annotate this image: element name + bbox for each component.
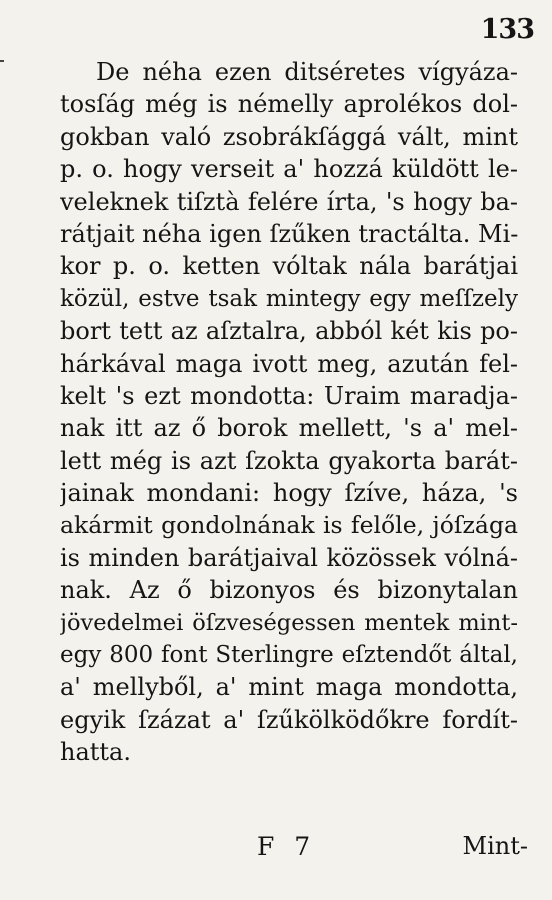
- text-line: nak itt az ő borok mellett, 's a' mel-: [60, 414, 518, 443]
- text-line: is minden barátjaival közössek vólná-: [60, 543, 518, 572]
- text-line: egyik ſzázat a' ſzűkölködőkre fordít-: [60, 705, 518, 734]
- text-line: kelt 's ezt mondotta: Uraim maradja-: [60, 381, 518, 410]
- text-line: p. o. hogy verseit a' hozzá küldött le-: [60, 155, 518, 184]
- page-number: 133: [480, 14, 534, 45]
- text-line: hatta.: [60, 738, 131, 767]
- text-line: egy 800 font Sterlingre eſztendőt által,: [60, 642, 518, 669]
- text-line: lett még is azt ſzokta gyakorta barát-: [60, 446, 518, 475]
- text-line: kor p. o. ketten vóltak nála barátjai: [60, 252, 518, 281]
- text-line: hárkával maga ivott meg, azután fel-: [60, 349, 518, 378]
- margin-mark: [0, 60, 4, 62]
- text-line: jövedelmei öſzveségessen mentek mint-: [60, 609, 518, 636]
- text-line: a' mellyből, a' mint maga mondotta,: [60, 673, 518, 702]
- text-line: jainak mondani: hogy ſzíve, háza, 's: [60, 479, 518, 508]
- catchword: Mint-: [462, 832, 528, 860]
- text-line: akármit gondolnának is felőle, jóſzága: [60, 511, 518, 540]
- text-line: közül, estve tsak mintegy egy meſſzely: [60, 285, 518, 312]
- text-line: rátjait néha igen ſzűken tractálta. Mi-: [60, 219, 518, 248]
- text-line: gokban való zsobrákſággá vált, mint: [60, 122, 518, 151]
- text-line: nak. Az ő bizonyos és bizonytalan: [60, 576, 518, 605]
- text-line: De néha ezen ditséretes vígyáza-: [96, 58, 518, 86]
- text-line: veleknek tiſztà felére írta, 's hogy ba-: [60, 187, 518, 216]
- text-line: tosſág még is némelly aprolékos dol-: [60, 90, 518, 119]
- text-line: bort tett az aſztalra, abból két kis po-: [60, 317, 518, 346]
- printer-signature-mark: F 7: [257, 832, 317, 861]
- body-text: [60, 56, 518, 769]
